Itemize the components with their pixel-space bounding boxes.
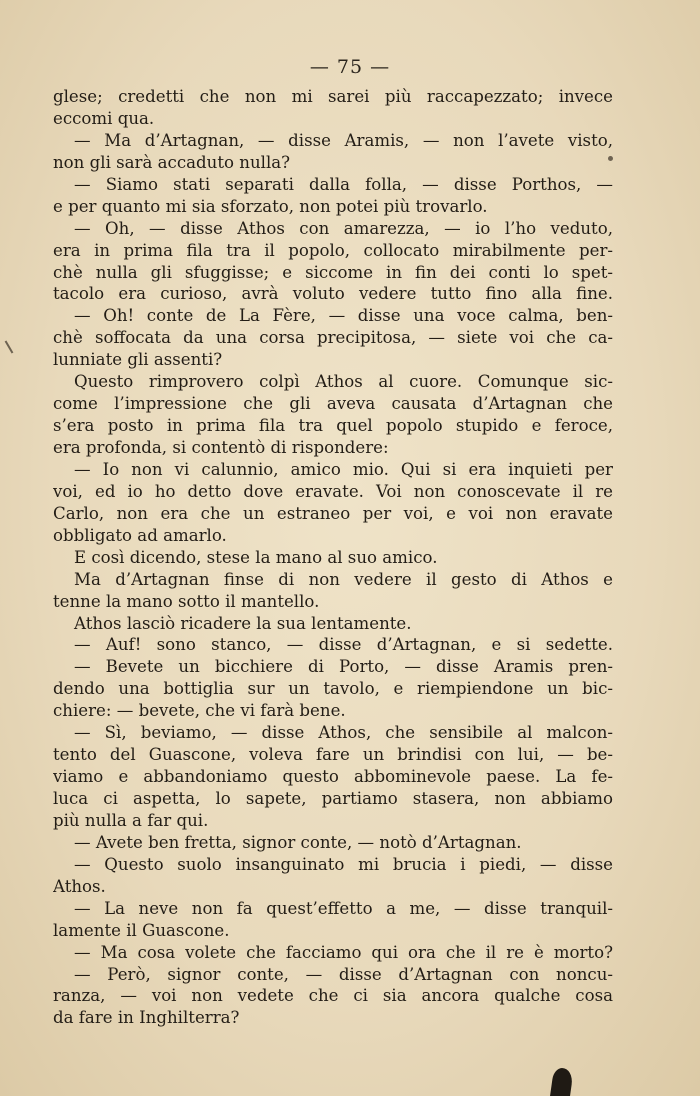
text-line: s’era posto in prima fila tra quel popolo stupido e feroce, <box>53 416 613 436</box>
text-line: era profonda, si contentò di rispondere: <box>53 438 389 457</box>
text-line: glese; credetti che non mi sarei più raccapezzato; invece <box>53 87 613 106</box>
text-line: — Io non vi calunnio, amico mio. Qui si era inquieti per <box>74 459 613 479</box>
text-line: luca ci aspetta, lo sapete, partiamo stasera, non abbiamo <box>53 789 613 808</box>
text-line: Athos. <box>53 876 106 896</box>
text-line: non gli sarà accaduto nulla? <box>53 152 291 172</box>
text-line: obbligato ad amarlo. <box>53 525 227 545</box>
text-line: tacolo era curioso, avrà voluto vedere tutto fino alla fine. <box>53 284 613 304</box>
text-line: Athos lasciò ricadere la sua lentamente. <box>74 613 412 633</box>
text-line: più nulla a far qui. <box>53 810 209 830</box>
text-line: voi, ed io ho detto dove eravate. Voi non conoscevate il re <box>53 481 613 501</box>
text-line: — Oh, — disse Athos con amarezza, — io l’ho veduto, <box>74 218 613 238</box>
text-line: — Oh! conte de La Fère, — disse una voce calma, ben- <box>74 306 613 326</box>
text-line: chè nulla gli sfuggisse; e siccome in fin dei conti lo spet- <box>53 262 613 282</box>
ink-dot <box>608 156 613 161</box>
text-line: — Auf! sono stanco, — disse d’Artagnan, e si sedette. <box>74 635 613 655</box>
text-line: Ma d’Artagnan finse di non vedere il gesto di Athos e <box>74 569 613 589</box>
text-line: da fare in Inghilterra? <box>53 1008 240 1028</box>
text-line: ranza, — voi non vedete che ci sia ancora qualche cosa <box>53 986 613 1006</box>
text-line: chiere: — bevete, che vi farà bene. <box>53 701 346 721</box>
body-text <box>53 86 613 1029</box>
text-line: — Ma d’Artagnan, — disse Aramis, — non l’avete visto, <box>74 130 613 150</box>
text-line: viamo e abbandoniamo questo abbominevole paese. La fe- <box>53 767 613 787</box>
text-line: E così dicendo, stese la mano al suo amico. <box>74 547 438 567</box>
text-line: lunniate gli assenti? <box>53 350 223 370</box>
text-line: — Sì, beviamo, — disse Athos, che sensibile al malcon- <box>74 723 613 743</box>
page-number: — 75 — <box>309 56 391 78</box>
text-line: — Avete ben fretta, signor conte, — notò d’Artagnan. <box>74 832 522 852</box>
text-line: era in prima fila tra il popolo, collocato mirabilmente per- <box>53 240 613 260</box>
text-line: Carlo, non era che un estraneo per voi, e voi non eravate <box>53 503 613 523</box>
text-line: come l’impressione che gli aveva causata d’Artagnan che <box>53 394 613 414</box>
text-line: Questo rimprovero colpì Athos al cuore. Comunque sic- <box>74 372 613 392</box>
text-line: — Però, signor conte, — disse d’Artagnan con noncu- <box>74 964 613 984</box>
text-line: tento del Guascone, voleva fare un brindisi con lui, — be- <box>53 745 613 765</box>
text-line: tenne la mano sotto il mantello. <box>53 591 320 611</box>
text-line: — Ma cosa volete che facciamo qui ora che il re è morto? <box>74 942 613 962</box>
text-line: dendo una bottiglia sur un tavolo, e riempiendone un bic- <box>53 679 613 699</box>
text-line: — Siamo stati separati dalla folla, — disse Porthos, — <box>74 174 613 194</box>
text-line: e per quanto mi sia sforzato, non potei più trovarlo. <box>53 196 488 216</box>
text-line: chè soffocata da una corsa precipitosa, — siete voi che ca- <box>53 328 613 348</box>
text-line: lamente il Guascone. <box>53 920 230 940</box>
text-line: — La neve non fa quest’effetto a me, — disse tranquil- <box>74 898 613 918</box>
margin-mark <box>5 340 14 353</box>
text-line: — Bevete un bicchiere di Porto, — disse Aramis pren- <box>74 657 613 677</box>
ink-stain <box>550 1068 574 1096</box>
text-line: — Questo suolo insanguinato mi brucia i piedi, — disse <box>74 854 613 874</box>
text-line: eccomi qua. <box>53 108 155 128</box>
